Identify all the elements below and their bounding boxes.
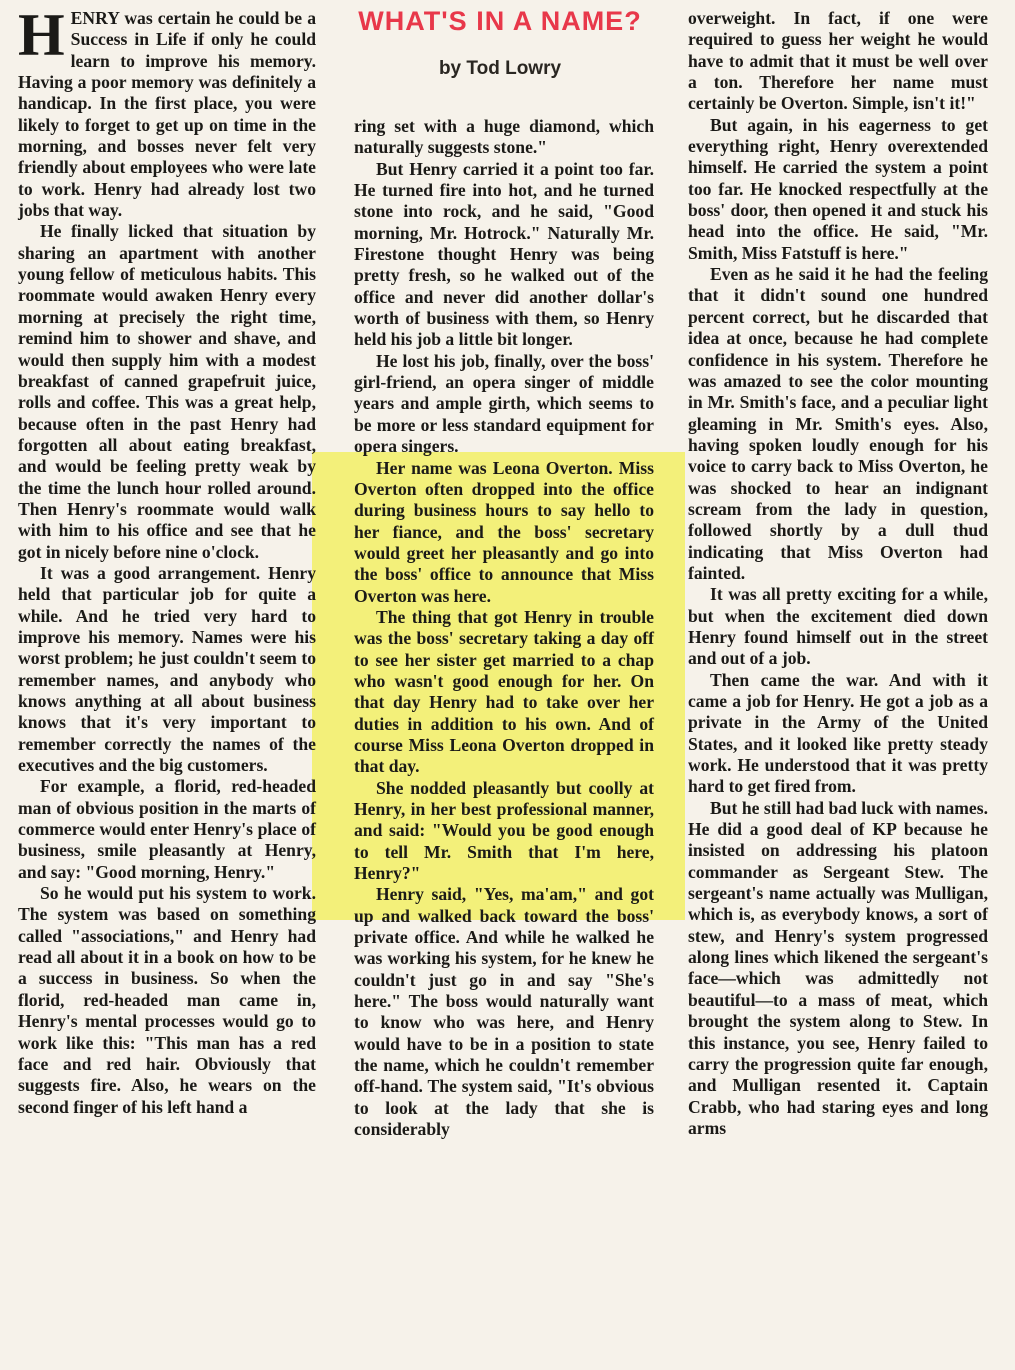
paragraph: Then came the war. And with it came a job for Henry. He got a job as a private in the Army of the United States, and it looked like pretty steady work. He understood that it was pretty hard to get fired from.	[688, 669, 988, 797]
paragraph: But he still had bad luck with names. He did a good deal of KP because he insisted on addressing his platoon commander as Sergeant Stew. The sergeant's name actually was Mulligan, which is, as everybody knows, a sort of stew, and Henry's system progressed along lines which likened the sergeant's face—which was admittedly not beautiful—to a mass of meat, which brought the system along to Stew. In this instance, you see, Henry failed to carry the progression quite far enough, and Mulligan resented it. Captain Crabb, who had staring eyes and long arms	[688, 797, 988, 1138]
paragraph: He lost his job, finally, over the boss' girl-friend, an opera singer of middle years and ample girth, which seems to be more or less standard equipment for opera singers.	[354, 350, 654, 457]
paragraph: Even as he said it he had the feeling that it didn't sound one hundred percent correct, but he discarded that idea at once, because he had complete confidence in his system. Therefore he was amazed to see the color mounting in Mr. Smith's face, and a peculiar light gleaming in Mr. Smith's eyes. Also, having spoken loudly enough for his voice to carry back to Miss Overton, he was shocked to hear an indignant scream from the lady in question, followed shortly by a dull thud indicating that Miss Overton had fainted.	[688, 264, 988, 583]
paragraph: But Henry carried it a point too far. He turned fire into hot, and he turned stone into rock, and he said, "Good morning, Mr. Hotrock." Naturally Mr. Firestone thought Henry was being pretty fresh, so he walked out of the office and never did another dollar's worth of business with them, so Henry held his job a little bit longer.	[354, 158, 654, 350]
paragraph: Her name was Leona Overton. Miss Overton often dropped into the office during business hours to say hello to her fiance, and the boss' secretary would greet her pleasantly and go into the boss' office to announce that Miss Overton was here.	[354, 457, 654, 606]
drop-cap: H	[18, 2, 65, 68]
article-title: WHAT'S IN A NAME?	[358, 6, 642, 36]
paragraph: The thing that got Henry in trouble was the boss' secretary taking a day off to see her sister get married to a chap who wasn't good enough for her. On that day Henry had to take over her duties in addition to his own. And of course Miss Leona Overton dropped in that day.	[354, 606, 654, 777]
paragraph: overweight. In fact, if one were required to guess her weight he would have to admit that it must be well over a ton. Therefore her name must certainly be Overton. Simple, isn't it!"	[688, 8, 988, 114]
paragraph: She nodded pleasantly but coolly at Henry, in her best professional manner, and said: "Would you be good enough to tell Mr. Smith that I'm here, Henry?"	[354, 777, 654, 884]
paragraph: HENRY was certain he could be a Success in Life if only he could learn to improve his memory. Having a poor memory was definitely a handicap. In the first place, you were likely to forget to get up on time in the morning, and bosses never felt very friendly about employees who were late to work. Henry had already lost two jobs that way.	[18, 2, 316, 221]
paragraph: For example, a florid, red-headed man of obvious position in the marts of commerce would enter Henry's place of business, smile pleasantly at Henry, and say: "Good morning, Henry."	[18, 776, 316, 882]
column-3	[688, 8, 988, 1139]
paragraph: He finally licked that situation by sharing an apartment with another young fellow of meticulous habits. This roommate would awaken Henry every morning at precisely the right time, remind him to shower and shave, and would then supply him with a modest breakfast of canned grapefruit juice, rolls and coffee. This was a great help, because often in the past Henry had forgotten all about eating breakfast, and would be feeling pretty weak by the time the lunch hour rolled around. Then Henry's roommate would walk with him to his office and see that he got in nicely before nine o'clock.	[18, 221, 316, 562]
paragraph: So he would put his system to work. The system was based on something called "associations," and Henry had read all about it in a book on how to be a success in business. So when the florid, red-headed man came in, Henry's mental processes would go to work like this: "This man has a red face and red hair. Obviously that suggests fire. Also, he wears on the second finger of his left hand a	[18, 883, 316, 1117]
paragraph: It was a good arrangement. Henry held that particular job for quite a while. And he tried very hard to improve his memory. Names were his worst problem; he just couldn't seem to remember names, and anybody who knows anything at all about business knows that it's very important to remember correctly the names of the executives and the big customers.	[18, 562, 316, 776]
column-2	[354, 116, 654, 1141]
paragraph: ring set with a huge diamond, which naturally suggests stone."	[354, 116, 654, 158]
paragraph: It was all pretty exciting for a while, but when the excitement died down Henry found himself out in the street and out of a job.	[688, 584, 988, 669]
paragraph: Henry said, "Yes, ma'am," and got up and walked back toward the boss' private office. And while he walked he was working his system, for he knew he couldn't just go in and say "She's here." The boss would naturally want to know who was here, and Henry would have to be in a position to state the name, which he couldn't remember off-hand. The system said, "It's obvious to look at the lady that she is considerably	[354, 884, 654, 1140]
article-byline: by Tod Lowry	[438, 58, 562, 79]
column-1	[18, 2, 316, 1118]
paragraph: But again, in his eagerness to get everything right, Henry overextended himself. He carried the system a point too far. He knocked respectfully at the boss' door, then opened it and stuck his head into the office. He said, "Mr. Smith, Miss Fatstuff is here."	[688, 114, 988, 263]
